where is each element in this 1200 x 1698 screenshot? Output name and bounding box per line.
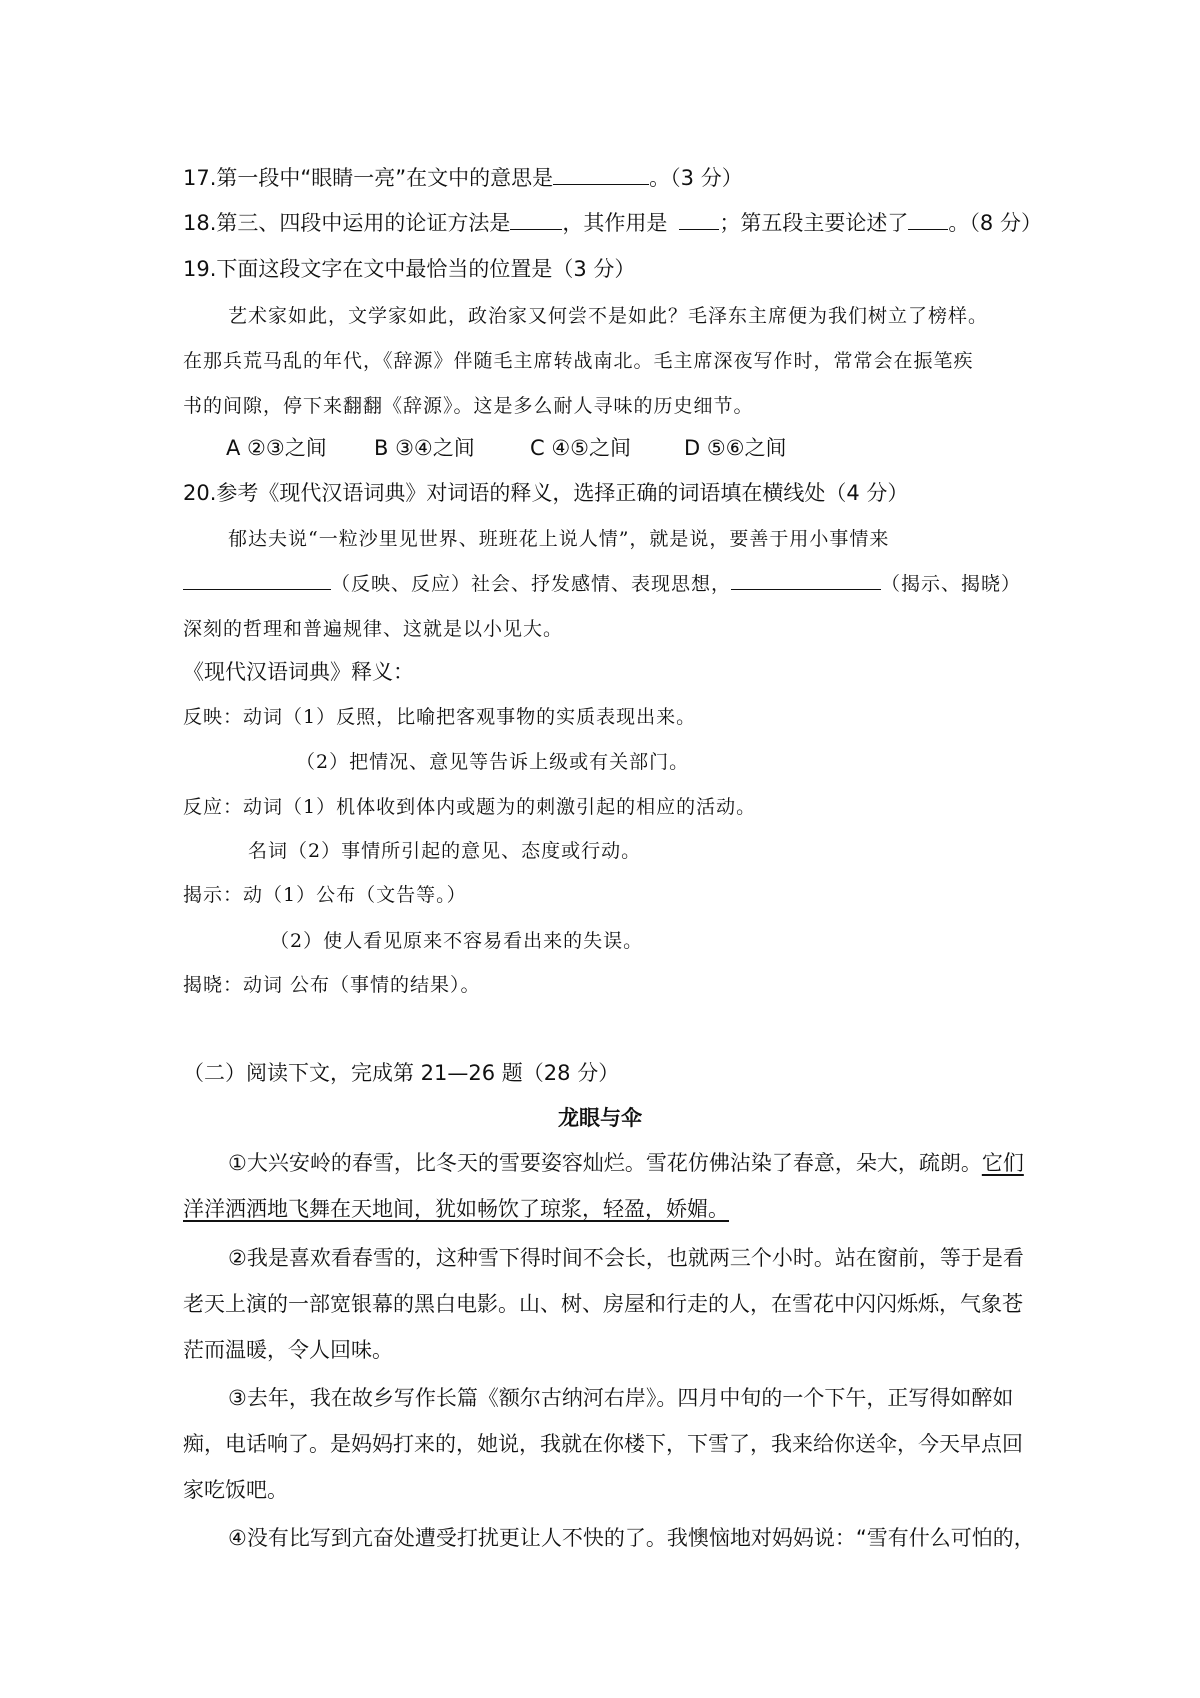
underlined-text: 它们 — [981, 1151, 1024, 1175]
question-17 — [183, 162, 743, 192]
paragraph-line: 茫而温暖，令人回味。 — [183, 1338, 393, 1362]
q18-text-c: ；第五段主要论述了 — [719, 211, 909, 235]
paragraph-line — [183, 1193, 729, 1223]
paragraph-line: ②我是喜欢看春雪的，这种雪下得时间不会长，也就两三个小时。站在窗前，等于是看 — [228, 1246, 1024, 1270]
q17-score: 。（3 分） — [649, 166, 743, 190]
passage-line: 艺术家如此，文学家如此，政治家又何尝不是如此？毛泽东主席便为我们树立了榜样。 — [228, 305, 989, 327]
paragraph-line — [228, 1147, 1024, 1177]
question-19-options — [226, 432, 787, 462]
article-title: 龙眼与伞 — [558, 1106, 642, 1130]
passage-line: 深刻的哲理和普遍规律、这就是以小见大。 — [183, 618, 564, 640]
dictionary-entry: 揭示：动（1）公布（文告等。） — [183, 884, 467, 906]
dictionary-entry: （2）使人看见原来不容易看出来的失误。 — [270, 930, 644, 952]
q17-text: 17.第一段中“眼睛一亮”在文中的意思是 — [183, 166, 554, 190]
paragraph-text: ①大兴安岭的春雪，比冬天的雪要姿容灿烂。雪花仿佛沾染了春意，朵大，疏朗。 — [228, 1151, 982, 1175]
section-heading: （二）阅读下文，完成第 21—26 题（28 分） — [183, 1061, 620, 1085]
question-19-stem: 19.下面这段文字在文中最恰当的位置是（3 分） — [183, 257, 636, 281]
question-18 — [183, 207, 1042, 237]
q18-score: 。（8 分） — [948, 211, 1042, 235]
question-20-stem: 20.参考《现代汉语词典》对词语的释义，选择正确的词语填在横线处（4 分） — [183, 481, 909, 505]
option-b[interactable]: B ③④之间 — [374, 436, 475, 460]
answer-blank[interactable] — [908, 208, 948, 230]
paragraph-line: 痴，电话响了。是妈妈打来的，她说，我就在你楼下，下雪了，我来给你送伞，今天早点回 — [183, 1432, 1023, 1456]
paragraph-line: ④没有比写到亢奋处遭受打扰更让人不快的了。我懊恼地对妈妈说：“雪有什么可怕的， — [228, 1526, 1035, 1550]
passage-line: 书的间隙，停下来翻翻《辞源》。这是多么耐人寻味的历史细节。 — [183, 395, 754, 417]
q18-text-b: ，其作用是 — [562, 211, 668, 235]
paragraph-line: 老天上演的一部宽银幕的黑白电影。山、树、房屋和行走的人，在雪花中闪闪烁烁，气象苍 — [183, 1292, 1023, 1316]
passage-text: （反映、反应）社会、抒发感情、表现思想， — [331, 573, 732, 595]
paragraph-line: ③去年，我在故乡写作长篇《额尔古纳河右岸》。四月中旬的一个下午，正写得如醉如 — [228, 1386, 1014, 1410]
answer-blank[interactable] — [731, 570, 881, 590]
option-c[interactable]: C ④⑤之间 — [530, 436, 631, 460]
underlined-text: 洋洋洒洒地飞舞在天地间，犹如畅饮了琼浆，轻盈，娇媚。 — [183, 1197, 729, 1221]
dictionary-title: 《现代汉语词典》释义： — [183, 660, 414, 684]
q18-text-a: 18.第三、四段中运用的论证方法是 — [183, 211, 511, 235]
answer-blank[interactable] — [510, 208, 562, 230]
dictionary-entry: 反映：动词（1）反照，比喻把客观事物的实质表现出来。 — [183, 706, 697, 728]
answer-blank[interactable] — [553, 163, 649, 185]
option-d[interactable]: D ⑤⑥之间 — [684, 436, 787, 460]
paragraph-line: 家吃饭吧。 — [183, 1478, 288, 1502]
option-a[interactable]: A ②③之间 — [226, 436, 327, 460]
passage-line: 郁达夫说“一粒沙里见世界、班班花上说人情”，就是说，要善于用小事情来 — [228, 528, 890, 550]
answer-blank[interactable] — [183, 570, 331, 590]
passage-line: 在那兵荒马乱的年代，《辞源》伴随毛主席转战南北。毛主席深夜写作时，常常会在振笔疾 — [183, 350, 974, 372]
dictionary-entry: 揭晓：动词 公布（事情的结果）。 — [183, 974, 481, 996]
dictionary-entry: 反应：动词（1）机体收到体内或题为的刺激引起的相应的活动。 — [183, 796, 757, 818]
passage-line — [183, 569, 1021, 596]
answer-blank[interactable] — [679, 208, 719, 230]
dictionary-entry: 名词（2）事情所引起的意见、态度或行动。 — [248, 840, 642, 862]
dictionary-entry: （2）把情况、意见等告诉上级或有关部门。 — [296, 751, 690, 773]
passage-text: （揭示、揭晓） — [881, 573, 1022, 595]
